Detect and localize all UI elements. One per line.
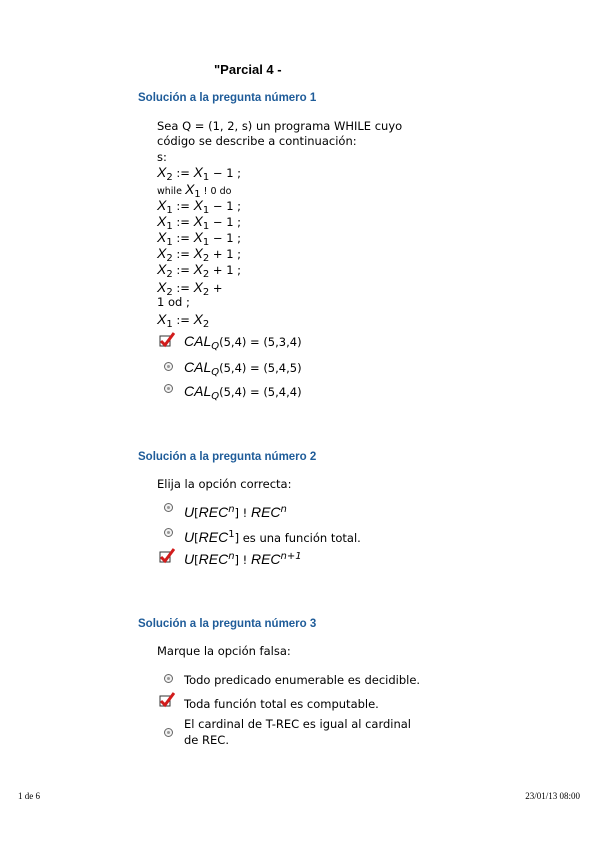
q3-option-1: Todo predicado enumerable es decidible. (184, 673, 421, 687)
q2-option-1-radio[interactable] (164, 503, 173, 512)
q1-code-line-3: X1 := X1 − 1 ; (157, 197, 242, 216)
q3-intro: Marque la opción falsa: (157, 644, 291, 658)
q2-option-2: U[REC1] es una función total. (184, 529, 361, 545)
q3-option-1-radio[interactable] (164, 674, 173, 683)
q3-option-3-line-1: El cardinal de T-REC es igual al cardinal (184, 717, 412, 731)
q1-option-3: CALQ(5,4) = (5,4,4) (184, 383, 302, 402)
checked-checkbox-icon[interactable] (159, 548, 175, 564)
q1-code-line-1: X2 := X1 − 1 ; (157, 164, 242, 183)
q1-option-3-radio[interactable] (164, 384, 173, 393)
q1-code-line-8: X2 := X2 + (157, 279, 223, 298)
q2-option-3: U[RECn] ! RECn+1 (184, 551, 302, 567)
q1-option-2: CALQ(5,4) = (5,4,5) (184, 359, 302, 378)
q3-option-2: Toda función total es computable. (184, 697, 379, 711)
page-number: 1 de 6 (18, 791, 40, 801)
q1-option-2-radio[interactable] (164, 362, 173, 371)
q1-s-label: s: (157, 150, 167, 164)
q1-code-line-7: X2 := X2 + 1 ; (157, 261, 242, 280)
page-title: "Parcial 4 - (214, 62, 282, 77)
q1-intro-line-1: Sea Q = (1, 2, s) un programa WHILE cuyo (157, 119, 403, 133)
question-1-heading: Solución a la pregunta número 1 (138, 92, 317, 104)
q2-option-2-radio[interactable] (164, 528, 173, 537)
question-2-heading: Solución a la pregunta número 2 (138, 451, 317, 463)
q1-code-od: 1 od ; (157, 295, 190, 309)
q3-option-3-radio[interactable] (164, 728, 173, 737)
q1-code-while-line: while X1 ! 0 do (157, 181, 232, 200)
checked-checkbox-icon[interactable] (159, 692, 175, 708)
q1-intro-line-2: código se describe a continuación: (157, 134, 357, 148)
q2-intro: Elija la opción correcta: (157, 477, 292, 491)
question-3-heading: Solución a la pregunta número 3 (138, 618, 317, 630)
q3-option-3-line-2: de REC. (184, 733, 229, 747)
q2-option-1: U[RECn] ! RECn (184, 504, 287, 520)
q1-code-line-6: X2 := X2 + 1 ; (157, 245, 242, 264)
print-date: 23/01/13 08:00 (525, 791, 580, 801)
q1-code-line-4: X1 := X1 − 1 ; (157, 213, 242, 232)
q1-code-line-10: X1 := X2 (157, 311, 210, 330)
checked-checkbox-icon[interactable] (159, 332, 175, 348)
q1-option-1: CALQ(5,4) = (5,3,4) (184, 333, 302, 352)
q1-code-line-5: X1 := X1 − 1 ; (157, 229, 242, 248)
